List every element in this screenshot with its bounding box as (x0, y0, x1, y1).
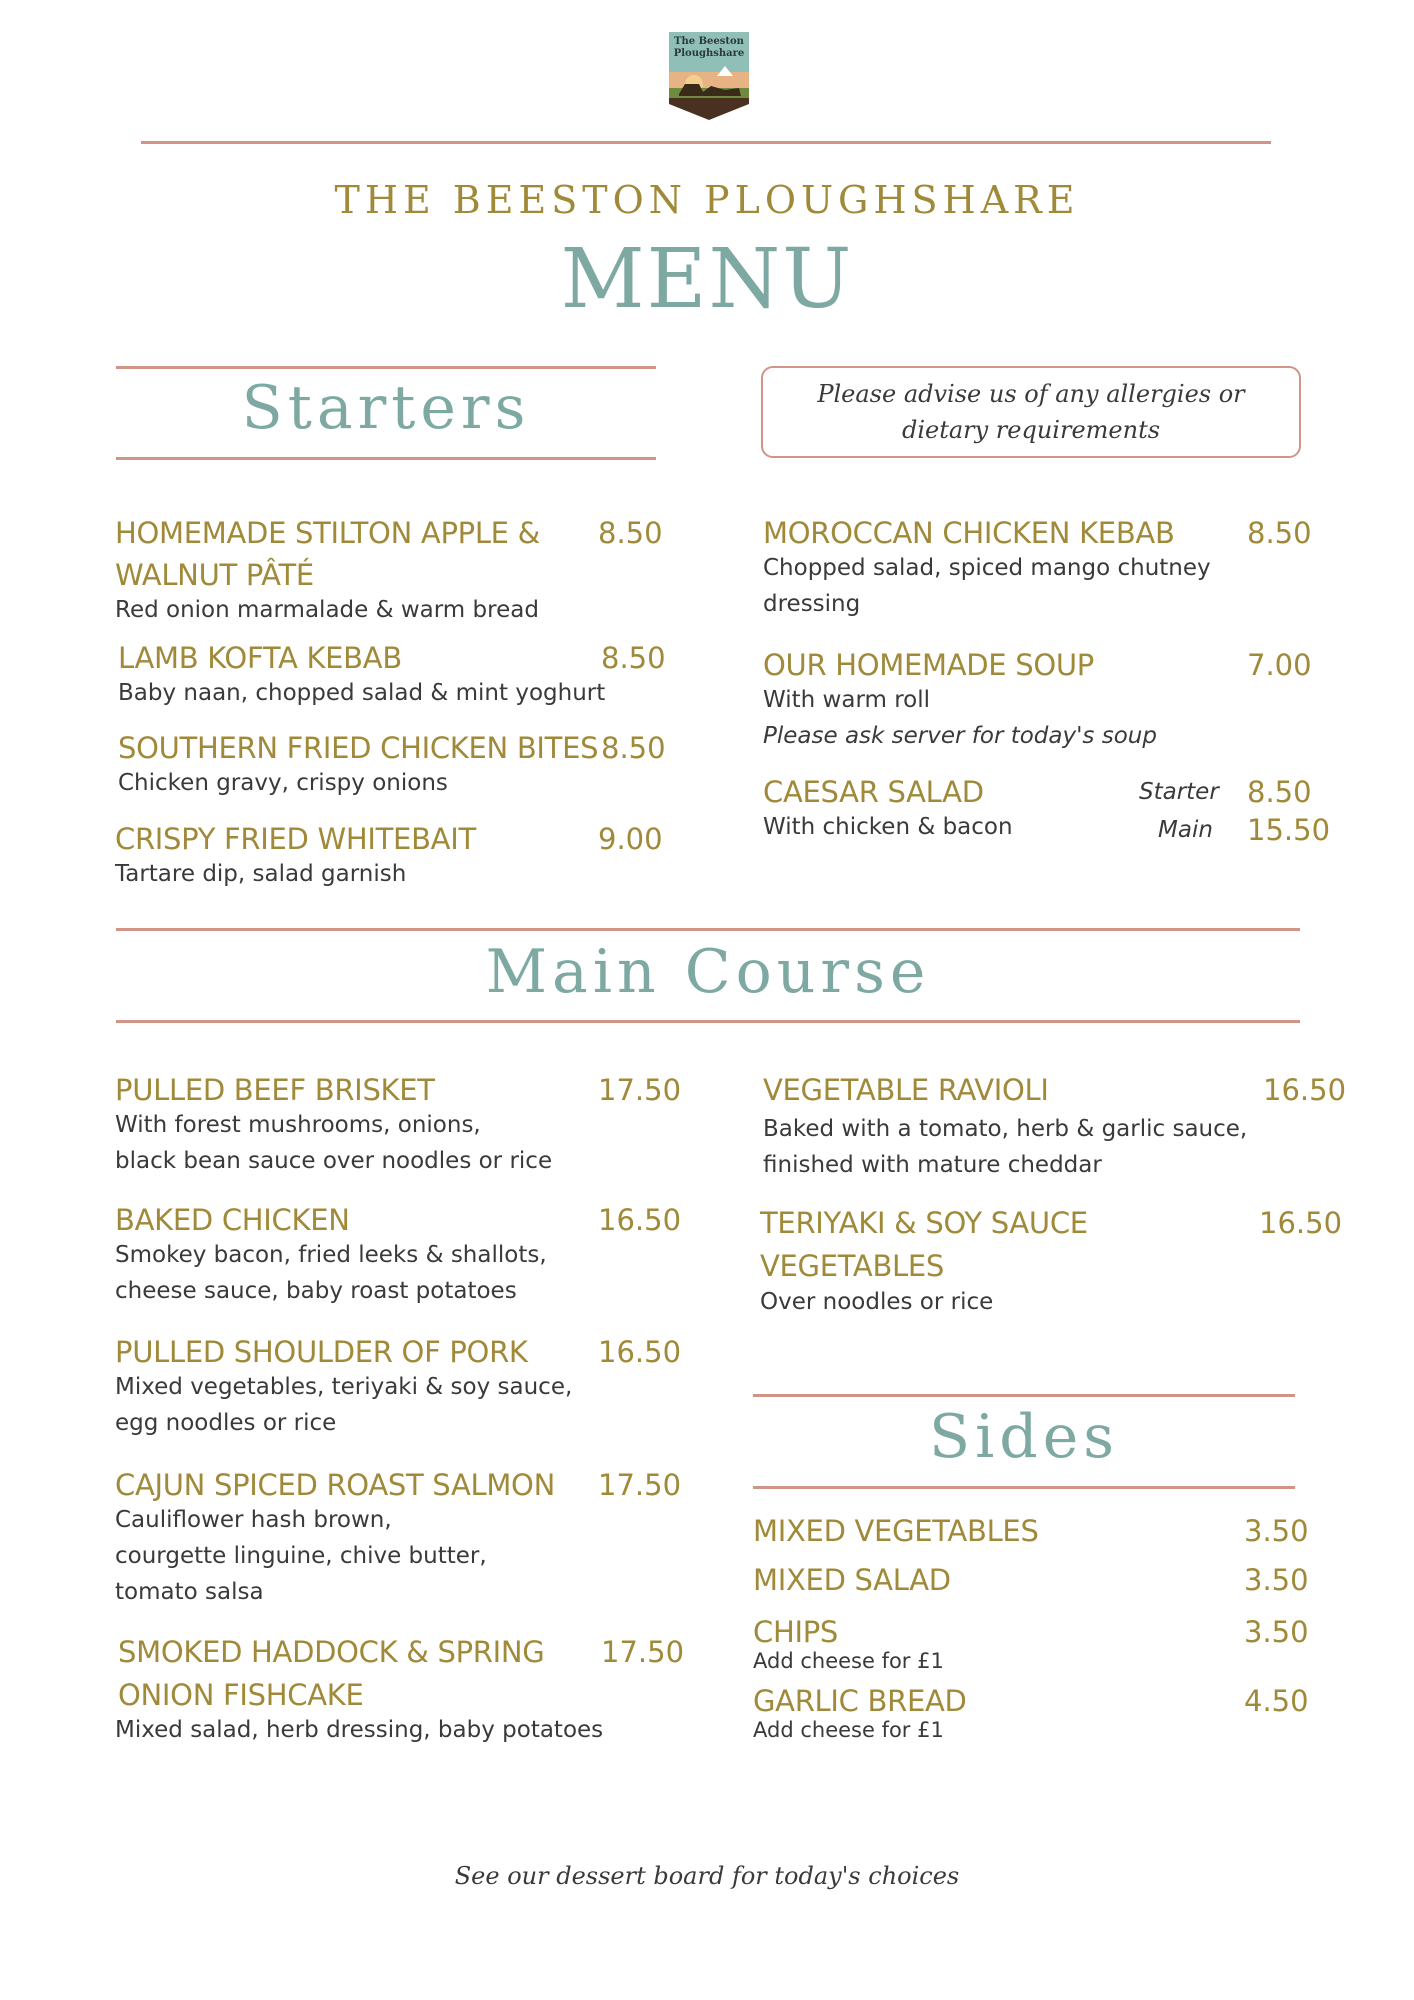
main-description: finished with mature cheddar (763, 1152, 1102, 1178)
starter-description: Chicken gravy, crispy onions (118, 770, 448, 796)
main-description: Smokey bacon, fried leeks & shallots, (115, 1242, 547, 1268)
starter-price: 8.50 (598, 516, 663, 550)
main-name: VEGETABLES (760, 1249, 945, 1283)
main-name: BAKED CHICKEN (115, 1203, 350, 1237)
main-description: Over noodles or rice (760, 1289, 994, 1315)
starter-name: WALNUT PÂTÉ (115, 558, 314, 592)
starter-description: Tartare dip, salad garnish (115, 861, 407, 887)
caesar-main-price: 15.50 (1247, 813, 1331, 847)
caesar-starter-price: 8.50 (1247, 775, 1312, 809)
side-price: 4.50 (1244, 1684, 1309, 1718)
starter-name: LAMB KOFTA KEBAB (118, 641, 402, 675)
header-top-rule (141, 141, 1271, 144)
main-course-title: Main Course (485, 937, 931, 1007)
main-price: 16.50 (598, 1335, 682, 1369)
main-name: VEGETABLE RAVIOLI (763, 1073, 1049, 1107)
starter-name: HOMEMADE STILTON APPLE & (115, 516, 540, 550)
main-description: black bean sauce over noodles or rice (115, 1148, 553, 1174)
main-name: PULLED BEEF BRISKET (115, 1073, 435, 1107)
side-price: 3.50 (1244, 1563, 1309, 1597)
sides-top-rule (753, 1394, 1295, 1397)
dessert-note: See our dessert board for today's choices (454, 1862, 960, 1890)
starters-title: Starters (241, 373, 531, 443)
main-description: With forest mushrooms, onions, (115, 1112, 481, 1138)
main-name: TERIYAKI & SOY SAUCE (760, 1206, 1088, 1240)
main-description: Mixed salad, herb dressing, baby potatoes (115, 1717, 604, 1743)
main-description: cheese sauce, baby roast potatoes (115, 1278, 517, 1304)
menu-title: MENU (560, 232, 854, 327)
logo (669, 32, 749, 120)
starter-price: 9.00 (598, 822, 663, 856)
main-description: Baked with a tomato, herb & garlic sauce, (763, 1116, 1248, 1142)
main-description: egg noodles or rice (115, 1410, 337, 1436)
starter-description: Red onion marmalade & warm bread (115, 597, 539, 623)
starter-price: 7.00 (1247, 648, 1312, 682)
main-name: SMOKED HADDOCK & SPRING (118, 1635, 545, 1669)
main-price: 17.50 (598, 1468, 682, 1502)
starter-price: 8.50 (601, 641, 666, 675)
side-name: GARLIC BREAD (753, 1684, 967, 1718)
starter-name: CAESAR SALAD (763, 775, 984, 809)
main-price: 17.50 (598, 1073, 682, 1107)
restaurant-name: THE BEESTON PLOUGHSHARE (334, 178, 1080, 222)
starters-bottom-rule (116, 457, 656, 460)
main-description: courgette linguine, chive butter, (115, 1543, 487, 1569)
starter-description: Baby naan, chopped salad & mint yoghurt (118, 680, 606, 706)
main-description: Cauliflower hash brown, (115, 1507, 392, 1533)
side-name: MIXED VEGETABLES (753, 1514, 1039, 1548)
starter-description: With chicken & bacon (763, 814, 1013, 840)
soup-note: Please ask server for today's soup (763, 723, 1157, 749)
starter-description: dressing (763, 591, 861, 617)
sides-bottom-rule (753, 1486, 1295, 1489)
main-description: tomato salsa (115, 1579, 264, 1605)
main-price: 17.50 (601, 1635, 685, 1669)
starter-name: SOUTHERN FRIED CHICKEN BITES (118, 731, 599, 765)
starter-price: 8.50 (1247, 516, 1312, 550)
allergy-notice-box (761, 366, 1301, 458)
starter-name: OUR HOMEMADE SOUP (763, 648, 1094, 682)
starters-top-rule (116, 366, 656, 369)
starter-name: CRISPY FRIED WHITEBAIT (115, 822, 476, 856)
main-price: 16.50 (1259, 1206, 1343, 1240)
side-name: MIXED SALAD (753, 1563, 951, 1597)
caesar-main-label: Main (1158, 817, 1213, 843)
starter-description: Chopped salad, spiced mango chutney (763, 555, 1211, 581)
side-price: 3.50 (1244, 1615, 1309, 1649)
side-note: Add cheese for £1 (753, 1718, 944, 1742)
logo-text-line2: Ploughshare (673, 48, 745, 59)
caesar-starter-label: Starter (1139, 779, 1219, 805)
main-name: PULLED SHOULDER OF PORK (115, 1335, 528, 1369)
starter-name: MOROCCAN CHICKEN KEBAB (763, 516, 1175, 550)
main-description: Mixed vegetables, teriyaki & soy sauce, (115, 1374, 573, 1400)
side-price: 3.50 (1244, 1514, 1309, 1548)
side-note: Add cheese for £1 (753, 1649, 944, 1673)
starter-description: With warm roll (763, 687, 931, 713)
starter-price: 8.50 (601, 731, 666, 765)
main-name: ONION FISHCAKE (118, 1678, 364, 1712)
main-course-top-rule (116, 928, 1300, 931)
main-course-bottom-rule (116, 1020, 1300, 1023)
side-name: CHIPS (753, 1615, 839, 1649)
main-price: 16.50 (598, 1203, 682, 1237)
logo-text-line1: The Beeston (674, 36, 744, 47)
allergy-notice-text: Please advise us of any allergies or dietary requirements (817, 380, 1245, 444)
sides-title: Sides (929, 1402, 1119, 1472)
main-name: CAJUN SPICED ROAST SALMON (115, 1468, 555, 1502)
main-price: 16.50 (1263, 1073, 1347, 1107)
